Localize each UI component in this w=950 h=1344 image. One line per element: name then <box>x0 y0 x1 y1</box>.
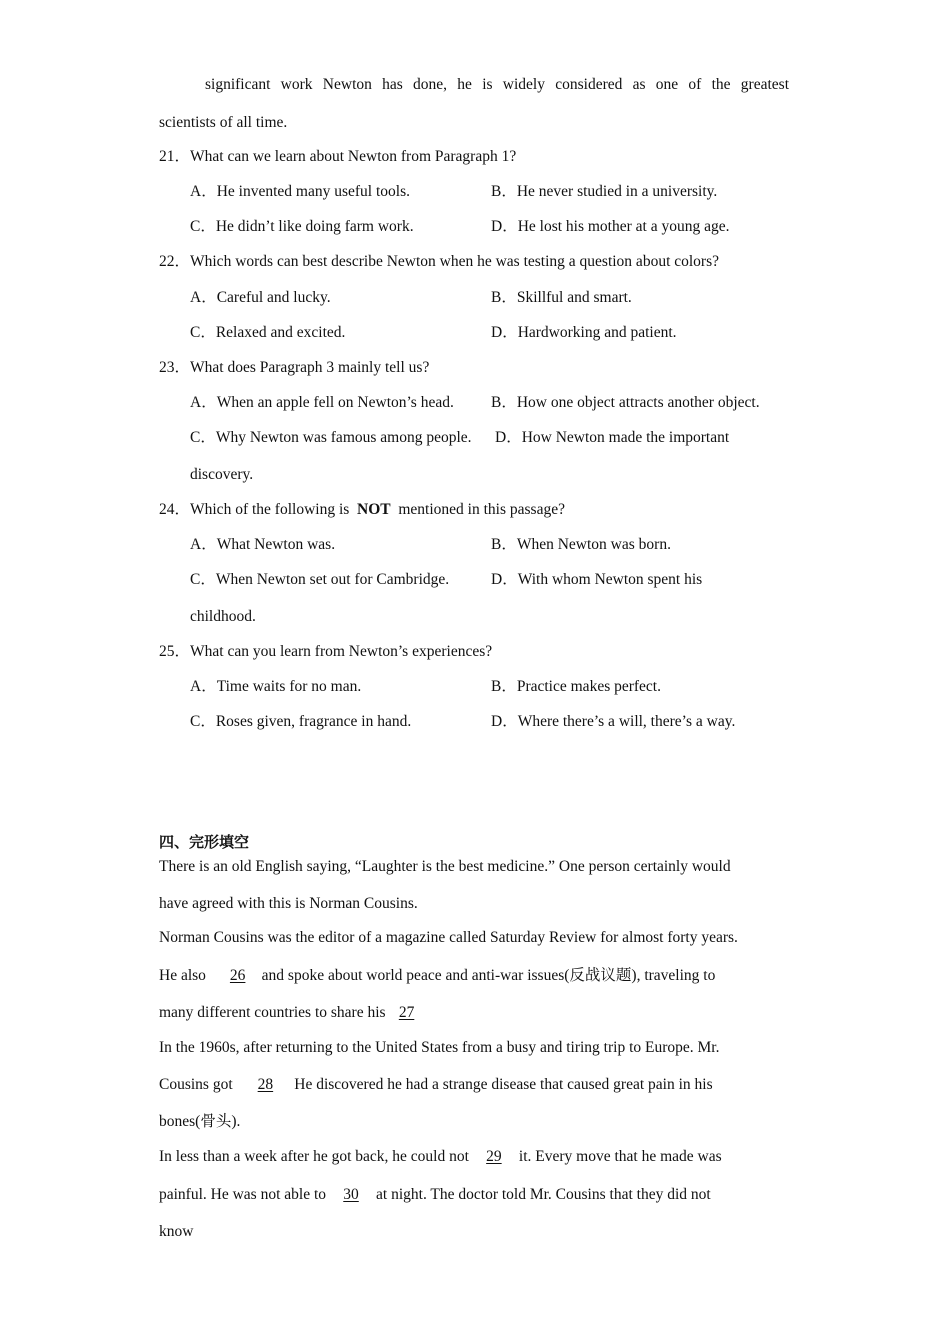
question-22-option-d: D．Hardworking and patient. <box>491 324 677 341</box>
question-25-option-b: B．Practice makes perfect. <box>491 678 661 695</box>
question-24-stem <box>159 500 565 520</box>
question-21-option-b: B．He never studied in a university. <box>491 183 718 200</box>
question-23-option-a: A．When an apple fell on Newton’s head. <box>190 394 454 411</box>
cloze-line: bones(骨头). <box>159 1113 241 1130</box>
question-22-option-b: B．Skillful and smart. <box>491 289 632 306</box>
cloze-line <box>159 1075 713 1095</box>
question-23-option-b: B．How one object attracts another object. <box>491 394 760 411</box>
question-24-option-d: D．With whom Newton spent his <box>491 571 703 588</box>
question-24-option-d-continued: childhood. <box>190 608 256 625</box>
question-23-option-d-continued: discovery. <box>190 466 254 483</box>
cloze-line: Norman Cousins was the editor of a magazine called Saturday Review for almost forty years. <box>159 929 738 946</box>
question-21-option-d: D．He lost his mother at a young age. <box>491 218 730 235</box>
question-25-option-d: D．Where there’s a will, there’s a way. <box>491 713 736 730</box>
question-24-stem-emphasis: NOT <box>357 501 391 518</box>
question-25-option-a: A．Time waits for no man. <box>190 678 362 695</box>
cloze-text: He discovered he had a strange disease that caused great pain in his <box>290 1076 713 1093</box>
question-24-option-c: C．When Newton set out for Cambridge. <box>190 571 450 588</box>
cloze-blank-27[interactable]: 27 <box>398 1004 415 1021</box>
question-21-option-c: C．He didn’t like doing farm work. <box>190 218 414 235</box>
question-23-option-d: D．How Newton made the important <box>495 429 730 446</box>
cloze-blank-26[interactable]: 26 <box>229 967 246 984</box>
cloze-text: painful. He was not able to <box>159 1186 327 1203</box>
cloze-text: it. Every move that he made was <box>518 1148 722 1165</box>
cloze-line: know <box>159 1223 194 1240</box>
question-24-stem-end: mentioned in this passage? <box>394 501 565 518</box>
cloze-line <box>159 1147 722 1167</box>
cloze-line: In the 1960s, after returning to the United States from a busy and tiring trip to Europe. Mr. <box>159 1039 720 1056</box>
question-25-stem: 25．What can you learn from Newton’s experiences? <box>159 643 493 660</box>
cloze-line <box>159 1003 428 1023</box>
cloze-text: many different countries to share his <box>159 1004 386 1021</box>
cloze-line: have agreed with this is Norman Cousins. <box>159 895 418 912</box>
cloze-blank-29[interactable]: 29 <box>486 1148 502 1165</box>
cloze-text: at night. The doctor told Mr. Cousins that they did not <box>376 1186 711 1203</box>
question-24-option-a: A．What Newton was. <box>190 536 336 553</box>
cloze-text: In less than a week after he got back, he could not <box>159 1148 469 1165</box>
question-23-stem: 23．What does Paragraph 3 mainly tell us? <box>159 359 430 376</box>
question-22-stem: 22．Which words can best describe Newton when he was testing a question about colors? <box>159 253 720 270</box>
cloze-blank-30[interactable]: 30 <box>343 1186 359 1203</box>
question-23-option-c: C．Why Newton was famous among people. <box>190 429 472 446</box>
question-24-stem-start: 24．Which of the following is <box>159 501 354 518</box>
cloze-text: He also <box>159 967 210 984</box>
cloze-line: There is an old English saying, “Laughter is the best medicine.” One person certainly would <box>159 858 731 875</box>
question-25-option-c: C．Roses given, fragrance in hand. <box>190 713 412 730</box>
cloze-blank-28[interactable]: 28 <box>257 1076 274 1093</box>
cloze-text: and spoke about world peace and anti-war issues(反战议题), traveling to <box>261 967 716 984</box>
passage-line: scientists of all time. <box>159 114 288 131</box>
cloze-text: Cousins got <box>159 1076 237 1093</box>
question-22-option-a: A．Careful and lucky. <box>190 289 331 306</box>
cloze-line <box>159 966 715 986</box>
passage-line: significant work Newton has done, he is widely considered as one of the greatest <box>205 76 789 93</box>
question-21-stem: 21．What can we learn about Newton from Paragraph 1? <box>159 148 517 165</box>
cloze-line <box>159 1185 711 1205</box>
question-24-option-b: B．When Newton was born. <box>491 536 671 553</box>
question-21-option-a: A．He invented many useful tools. <box>190 183 410 200</box>
section-heading: 四、完形填空 <box>159 833 250 851</box>
question-22-option-c: C．Relaxed and excited. <box>190 324 346 341</box>
